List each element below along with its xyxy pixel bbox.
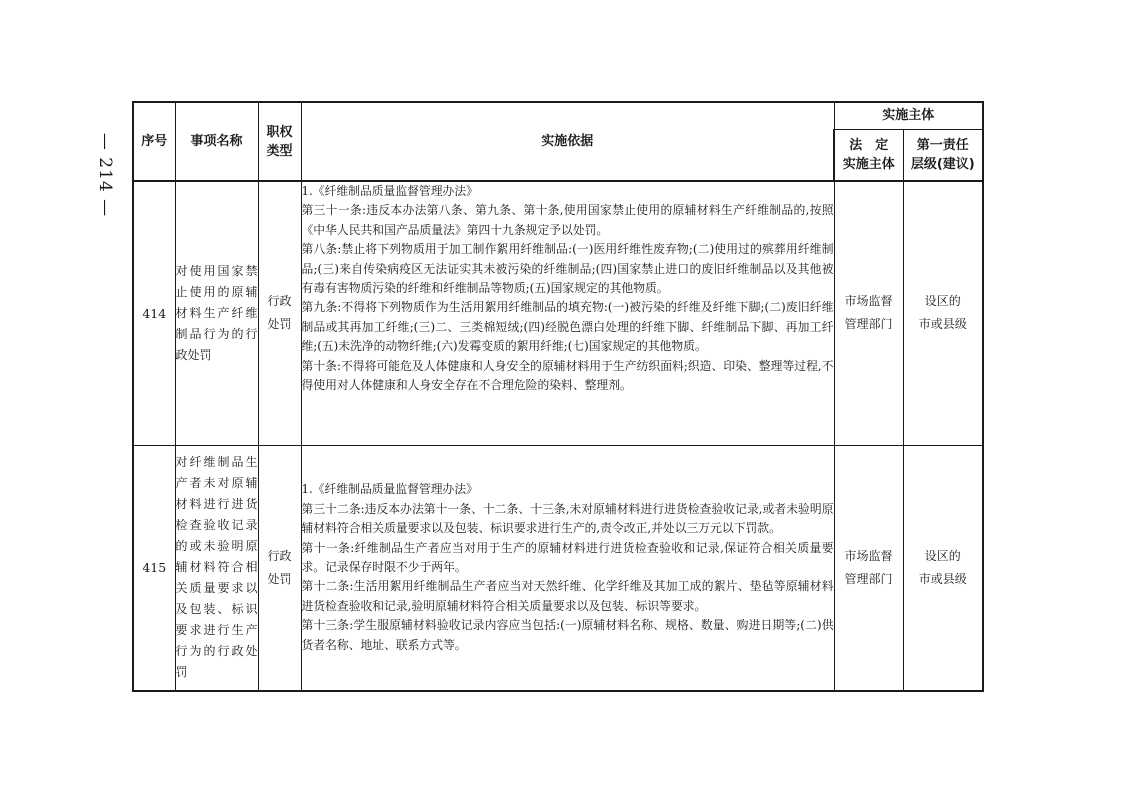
basis-line: 第十条:不得将可能危及人体健康和人身安全的原辅材料用于生产纺织面料;织造、印染、整理等过程,不得使用对人体健康和人身安全存在不合理危险的染料、整理剂。	[301, 358, 834, 393]
basis-line: 第十一条:纤维制品生产者应当对用于生产的原辅材料进行进货检查验收和记录,保证符合相关质量要求。记录保存时限不少于两年。	[301, 540, 834, 575]
regulation-table	[132, 101, 984, 692]
page-number-text: — 214 —	[95, 132, 116, 218]
row-responsibility-level: 设区的 市或县级	[903, 445, 983, 691]
header-legal-subject: 法 定 实施主体	[834, 129, 903, 181]
basis-line: 第三十一条:违反本办法第八条、第九条、第十条,使用国家禁止使用的原辅材料生产纤维制品的,按照《中华人民共和国产品质量法》第四十九条规定予以处罚。	[301, 203, 834, 237]
row-authority-type: 行政 处罚	[258, 181, 301, 445]
row-legal-subject: 市场监督 管理部门	[834, 181, 903, 445]
row-basis	[301, 181, 834, 445]
basis-line: 第八条:禁止将下列物质用于加工制作絮用纤维制品:(一)医用纤维性废弃物;(二)使用过的殡葬用纤维制品;(三)来自传染病疫区无法证实其未被污染的纤维制品;(四)国家禁止进口的废旧纤维制品以及其他被有毒有害物质污染的纤维和纤维制品等物质;(五)国家规定的其他物质。	[301, 242, 834, 296]
basis-line: 第九条:不得将下列物质作为生活用絮用纤维制品的填充物:(一)被污染的纤维及纤维下脚;(二)废旧纤维制品或其再加工纤维;(三)二、三类棉短绒;(四)经脱色漂白处理的纤维下脚、纤维制品下脚、再加工纤维;(五)未洗净的动物纤维;(六)发霉变质的絮用纤维;(七)国家规定的其他物质。	[301, 300, 834, 354]
basis-line: 第十二条:生活用絮用纤维制品生产者应当对天然纤维、化学纤维及其加工成的絮片、垫毡等原辅材料进货检查验收和记录,验明原辅材料符合相关质量要求以及包装、标识等要求。	[301, 579, 834, 613]
row-seq: 415	[133, 445, 175, 691]
row-responsibility-level: 设区的 市或县级	[903, 181, 983, 445]
header-responsibility-level: 第一责任 层级(建议)	[903, 129, 983, 181]
page-number	[88, 132, 122, 218]
row-basis	[301, 445, 834, 691]
basis-line: 第十三条:学生服原辅材料验收记录内容应当包括:(一)原辅材料名称、规格、数量、购进日期等;(二)供货者名称、地址、联系方式等。	[301, 618, 834, 652]
header-authority-type: 职权 类型	[258, 102, 301, 181]
header-implementer-group: 实施主体	[834, 102, 983, 129]
table-row	[133, 181, 983, 445]
row-item-name: 对纤维制品生产者未对原辅材料进行进货检查验收记录的或未验明原辅材料符合相关质量要求以及包装、标识要求进行生产行为的行政处罚	[175, 445, 258, 691]
row-legal-subject: 市场监督 管理部门	[834, 445, 903, 691]
header-basis: 实施依据	[301, 102, 834, 181]
row-authority-type: 行政 处罚	[258, 445, 301, 691]
header-item-name: 事项名称	[175, 102, 258, 181]
header-seq: 序号	[133, 102, 175, 181]
basis-line: 1.《纤维制品质量监督管理办法》	[301, 184, 478, 198]
table-row	[133, 445, 983, 691]
basis-line: 1.《纤维制品质量监督管理办法》	[301, 482, 478, 497]
row-seq: 414	[133, 181, 175, 445]
row-item-name: 对使用国家禁止使用的原辅材料生产纤维制品行为的行政处罚	[175, 181, 258, 445]
basis-line: 第三十二条:违反本办法第十一条、十二条、十三条,未对原辅材料进行进货检查验收记录,或者未验明原辅材料符合相关质量要求以及包装、标识要求进行生产的,责令改正,并处以三万元以下罚款。	[301, 501, 834, 536]
